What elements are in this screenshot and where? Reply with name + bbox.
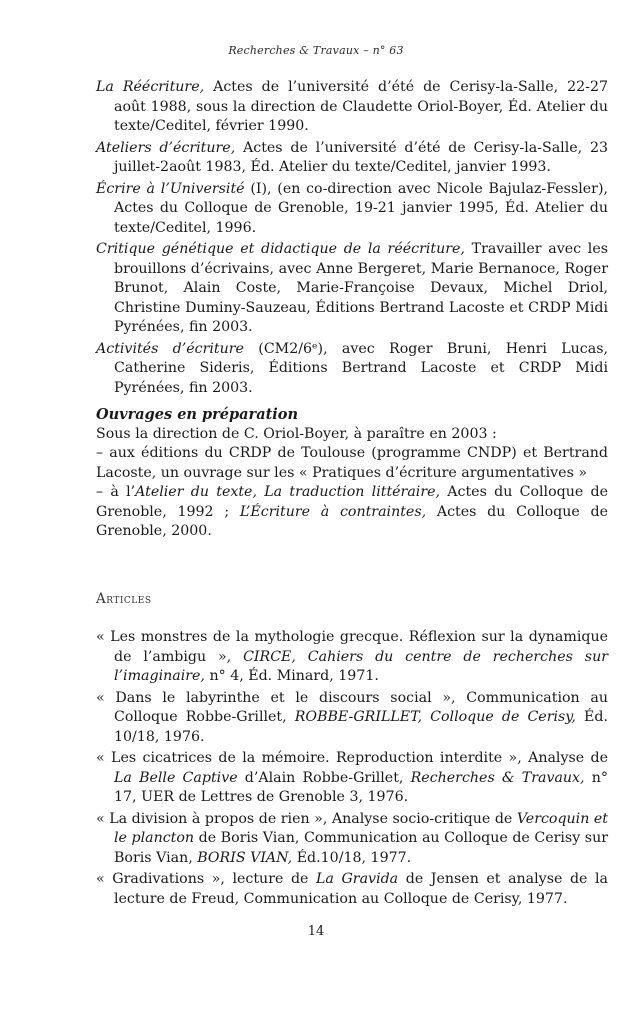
- articles-heading: Articles: [96, 591, 152, 607]
- article-entry: « Les cicatrices de la mémoire. Reproduction interdite », Analyse de La Belle Captive d’Alain Robbe-Grillet, Recherches & Travaux, n° 17, UER de Lettres de Grenoble 3, 1976.: [96, 750, 609, 805]
- article-entry: « Dans le labyrinthe et le discours social », Communication au Colloque Robbe-Grillet, ROBBE-GRILLET, Colloque de Cerisy, Éd. 10/18, 1976.: [96, 689, 608, 745]
- preparation-line: – à l’Atelier du texte, La traduction littéraire, Actes du Colloque de Grenoble, 1992 ; L’Écriture à contraintes, Actes du Colloque de Grenoble, 2000.: [96, 484, 608, 539]
- book-entry: Critique génétique et didactique de la réécriture, Travailler avec les brouillons d’écrivains, avec Anne Bergeret, Marie Bernanoce, Roger Brunot, Alain Coste, Marie-Françoise Devaux, Michel Driol, Christine Duminy-Sauzeau, Éditions Bertrand Lacoste et CRDP Midi Pyrénées, fin 2003.: [96, 241, 609, 335]
- preparation-line: Sous la direction de C. Oriol-Boyer, à paraître en 2003 :: [96, 425, 497, 442]
- book-entry: La Réécriture, Actes de l’université d’été de Cerisy-la-Salle, 22-27 août 1988, sous la direction de Claudette Oriol-Boyer, Éd. Atelier du texte/Ceditel, février 1990.: [96, 79, 608, 134]
- article-entry: « Les monstres de la mythologie grecque. Réflexion sur la dynamique de l’ambigu », CIRCE, Cahiers du centre de recherches sur l’imaginaire, n° 4, Éd. Minard, 1971.: [96, 629, 609, 684]
- articles-list: [96, 628, 608, 911]
- section-heading: Ouvrages en préparation: [96, 406, 299, 423]
- book-entry: Écrire à l’Université (I), (en co-direction avec Nicole Bajulaz-Fessler), Actes du Colloque de Grenoble, 19-21 janvier 1995, Éd. Atelier du texte/Ceditel, 1996.: [96, 180, 608, 236]
- book-entry: Ateliers d’écriture, Actes de l’université d’été de Cerisy-la-Salle, 23 juillet-2août 1983, Éd. Atelier du texte/Ceditel, janvier 1993.: [96, 139, 608, 175]
- articles-heading-block: [96, 590, 608, 610]
- article-entry: « Gradivations », lecture de La Gravida de Jensen et analyse de la lecture de Freud, Communication au Colloque de Cerisy, 1977.: [96, 871, 608, 907]
- preparation-section: [96, 405, 608, 542]
- article-entry: « La division à propos de rien », Analyse socio-critique de Vercoquin et le plancton de Boris Vian, Communication au Colloque de Cerisy sur Boris Vian, BORIS VIAN, Éd.10/18, 1977.: [96, 810, 609, 866]
- running-head: Recherches & Travaux – n° 63: [228, 44, 404, 57]
- books-list: [96, 78, 608, 400]
- page-number: 14: [307, 924, 325, 939]
- book-entry: Activités d’écriture (CM2/6ᵉ), avec Roger Bruni, Henri Lucas, Catherine Sideris, Éditions Bertrand Lacoste et CRDP Midi Pyrénées, fin 2003.: [96, 340, 608, 396]
- preparation-line: – aux éditions du CRDP de Toulouse (programme CNDP) et Bertrand Lacoste, un ouvrage sur les « Pratiques d’écriture argumentatives »: [96, 445, 608, 481]
